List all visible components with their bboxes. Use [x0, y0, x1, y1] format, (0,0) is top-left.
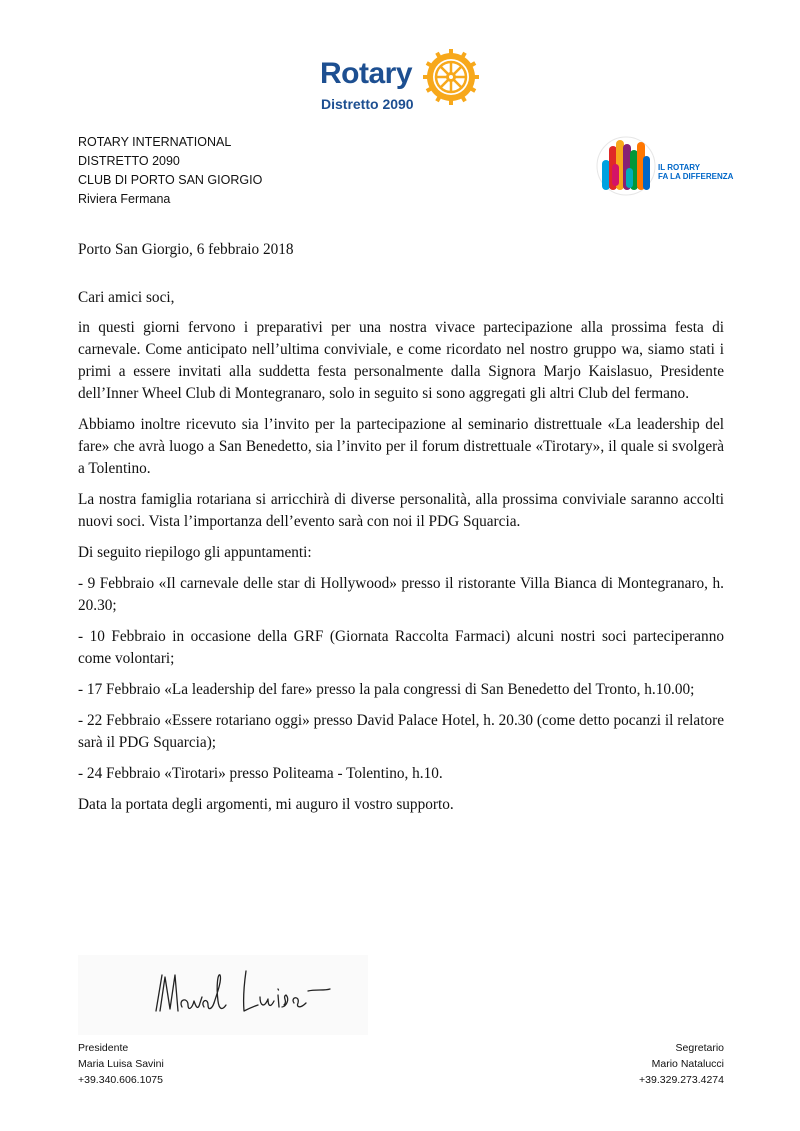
rotary-wheel-icon: [423, 49, 479, 105]
footer-president: [78, 1040, 164, 1088]
letterhead-line: Riviera Fermana: [78, 192, 171, 206]
paragraph: La nostra famiglia rotariana si arricchirà di diverse personalità, alla prossima conviviale saranno accolti nuovi soci. Vista l’importanza dell’evento sarà con noi il PDG Squarcia.: [78, 491, 724, 530]
campaign-line: FA LA DIFFERENZA: [658, 172, 734, 181]
logo-wordmark: Rotary: [320, 57, 413, 90]
signature-area: [78, 955, 368, 1035]
footer-name: Mario Natalucci: [651, 1058, 724, 1070]
letterhead-line: CLUB DI PORTO SAN GIORGIO: [78, 173, 263, 187]
footer-role: Segretario: [675, 1042, 724, 1054]
paragraph: Data la portata degli argomenti, mi auguro il vostro supporto.: [78, 796, 454, 813]
paragraph: in questi giorni fervono i preparativi per una nostra vivace partecipazione alla prossima festa di carnevale. Come anticipato nell’ultima conviviale, e come ricordato nel nostro gruppo wa, siamo stati i primi a essere invitati alla suddetta festa personalmente dalla Signora Marjo Kaislasuo, Presidente dell’Inner Wheel Club di Montegranaro, solo in seguito si sono aggregati gli altri Club del fermano.: [78, 319, 724, 402]
handwritten-signature: [148, 961, 368, 1025]
appointment-item: - 24 Febbraio «Tirotari» presso Politeama - Tolentino, h.10.: [78, 765, 443, 782]
letterhead-line: ROTARY INTERNATIONAL: [78, 135, 232, 149]
campaign-figures-icon: [596, 134, 656, 198]
logo-district: Distretto 2090: [321, 96, 414, 112]
footer-phone: +39.340.606.1075: [78, 1074, 163, 1086]
paragraph: Di seguito riepilogo gli appuntamenti:: [78, 544, 312, 561]
footer-secretary: [639, 1040, 724, 1088]
letterhead-line: DISTRETTO 2090: [78, 154, 180, 168]
campaign-line: IL ROTARY: [658, 163, 701, 172]
rotary-logo: [320, 45, 485, 115]
paragraph: Abbiamo inoltre ricevuto sia l’invito per la partecipazione al seminario distrettuale «La leadership del fare» che avrà luogo a San Benedetto, sia l’invito per il forum distrettuale «Tirotary», il quale si svolgerà a Tolentino.: [78, 416, 724, 477]
appointment-item: - 9 Febbraio «Il carnevale delle star di Hollywood» presso il ristorante Villa Bianca di Montegranaro, h. 20.30;: [78, 575, 724, 614]
letter-greeting: Cari amici soci,: [78, 289, 175, 306]
campaign-slogan: [658, 163, 733, 181]
letterhead: [78, 133, 262, 209]
letter-body: [78, 239, 724, 825]
letter-date: Porto San Giorgio, 6 febbraio 2018: [78, 241, 294, 258]
appointment-item: - 17 Febbraio «La leadership del fare» presso la pala congressi di San Benedetto del Tronto, h.10.00;: [78, 681, 695, 698]
footer-role: Presidente: [78, 1042, 129, 1054]
appointment-item: - 10 Febbraio in occasione della GRF (Giornata Raccolta Farmaci) alcuni nostri soci parteciperanno come volontari;: [78, 628, 724, 667]
appointment-item: - 22 Febbraio «Essere rotariano oggi» presso David Palace Hotel, h. 20.30 (come detto pocanzi il relatore sarà il PDG Squarcia);: [78, 712, 724, 751]
footer-name: Maria Luisa Savini: [78, 1058, 164, 1070]
footer-phone: +39.329.273.4274: [639, 1074, 724, 1086]
campaign-logo: [596, 134, 736, 198]
